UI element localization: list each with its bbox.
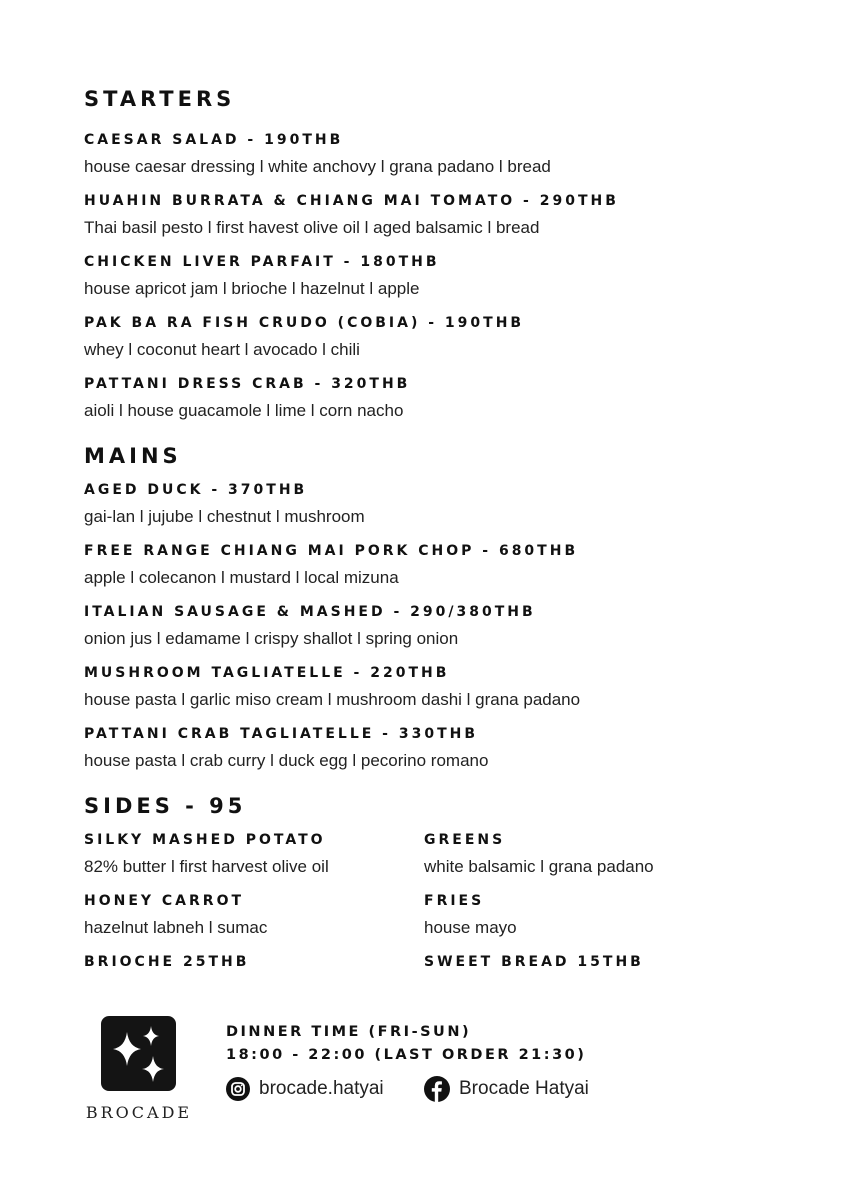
menu-item [84,375,784,421]
instagram-link[interactable] [226,1075,384,1103]
menu-item-desc: whey l coconut heart l avocado l chili [84,340,360,359]
section-title-mains: MAINS [84,444,182,468]
brand-name: BROCADE [85,1103,193,1122]
menu-item-desc: apple l colecanon l mustard l local mizuna [84,568,399,587]
side-item-name: GREENS [424,832,506,848]
side-item-name: BRIOCHE 25THB [84,954,250,970]
section-title-starters: STARTERS [84,87,236,111]
instagram-icon [226,1077,250,1101]
menu-item [84,192,784,238]
menu-item-name: CHICKEN LIVER PARFAIT - 180THB [84,254,440,270]
side-item-desc: white balsamic l grana padano [424,857,654,876]
side-item-desc: house mayo [424,918,517,937]
menu-item-desc: aioli l house guacamole l lime l corn nacho [84,401,404,420]
menu-item-name: PAK BA RA FISH CRUDO (COBIA) - 190THB [84,315,525,331]
menu-item-name: ITALIAN SAUSAGE & MASHED - 290/380THB [84,604,536,620]
menu-item-name: FREE RANGE CHIANG MAI PORK CHOP - 680THB [84,543,579,559]
brocade-logo [101,1016,176,1091]
menu-item [84,481,784,527]
facebook-icon [424,1076,450,1102]
menu-item [84,131,784,177]
menu-item [84,725,784,771]
side-item [84,892,424,938]
menu-item [84,253,784,299]
menu-item [84,314,784,360]
menu-item-desc: Thai basil pesto l first havest olive oil l aged balsamic l bread [84,218,540,237]
menu-item-name: AGED DUCK - 370THB [84,482,308,498]
menu-item-name: CAESAR SALAD - 190THB [84,132,344,148]
menu-item-name: MUSHROOM TAGLIATELLE - 220THB [84,665,450,681]
dinner-hours: 18:00 - 22:00 (LAST ORDER 21:30) [226,1047,587,1063]
dinner-time-label: DINNER TIME (FRI-SUN) [226,1024,472,1040]
facebook-page: Brocade Hatyai [459,1078,589,1099]
instagram-handle: brocade.hatyai [259,1078,384,1099]
sparkle-icon [101,1016,176,1091]
menu-item-name: PATTANI CRAB TAGLIATELLE - 330THB [84,726,479,742]
side-item-name: SILKY MASHED POTATO [84,832,326,848]
side-item [424,831,764,877]
menu-item-desc: house caesar dressing l white anchovy l grana padano l bread [84,157,551,176]
side-item-name: HONEY CARROT [84,893,245,909]
menu-item-desc: house pasta l garlic miso cream l mushroom dashi l grana padano [84,690,581,709]
menu-item [84,603,784,649]
side-item [424,892,764,938]
menu-item [84,542,784,588]
menu-item-desc: house pasta l crab curry l duck egg l pecorino romano [84,751,489,770]
side-item [84,953,424,971]
side-item-desc: 82% butter l first harvest olive oil [84,857,329,876]
menu-item [84,664,784,710]
menu-item-name: PATTANI DRESS CRAB - 320THB [84,376,411,392]
menu-item-desc: onion jus l edamame l crispy shallot l spring onion [84,629,459,648]
menu-item-desc: house apricot jam l brioche l hazelnut l apple [84,279,420,298]
side-item [84,831,424,877]
menu-item-desc: gai-lan l jujube l chestnut l mushroom [84,507,365,526]
side-item-name: FRIES [424,893,485,909]
section-title-sides: SIDES - 95 [84,794,247,818]
side-item-desc: hazelnut labneh l sumac [84,918,268,937]
side-item-name: SWEET BREAD 15THB [424,954,644,970]
side-item [424,953,764,971]
menu-item-name: HUAHIN BURRATA & CHIANG MAI TOMATO - 290THB [84,193,619,209]
facebook-link[interactable] [424,1075,589,1103]
